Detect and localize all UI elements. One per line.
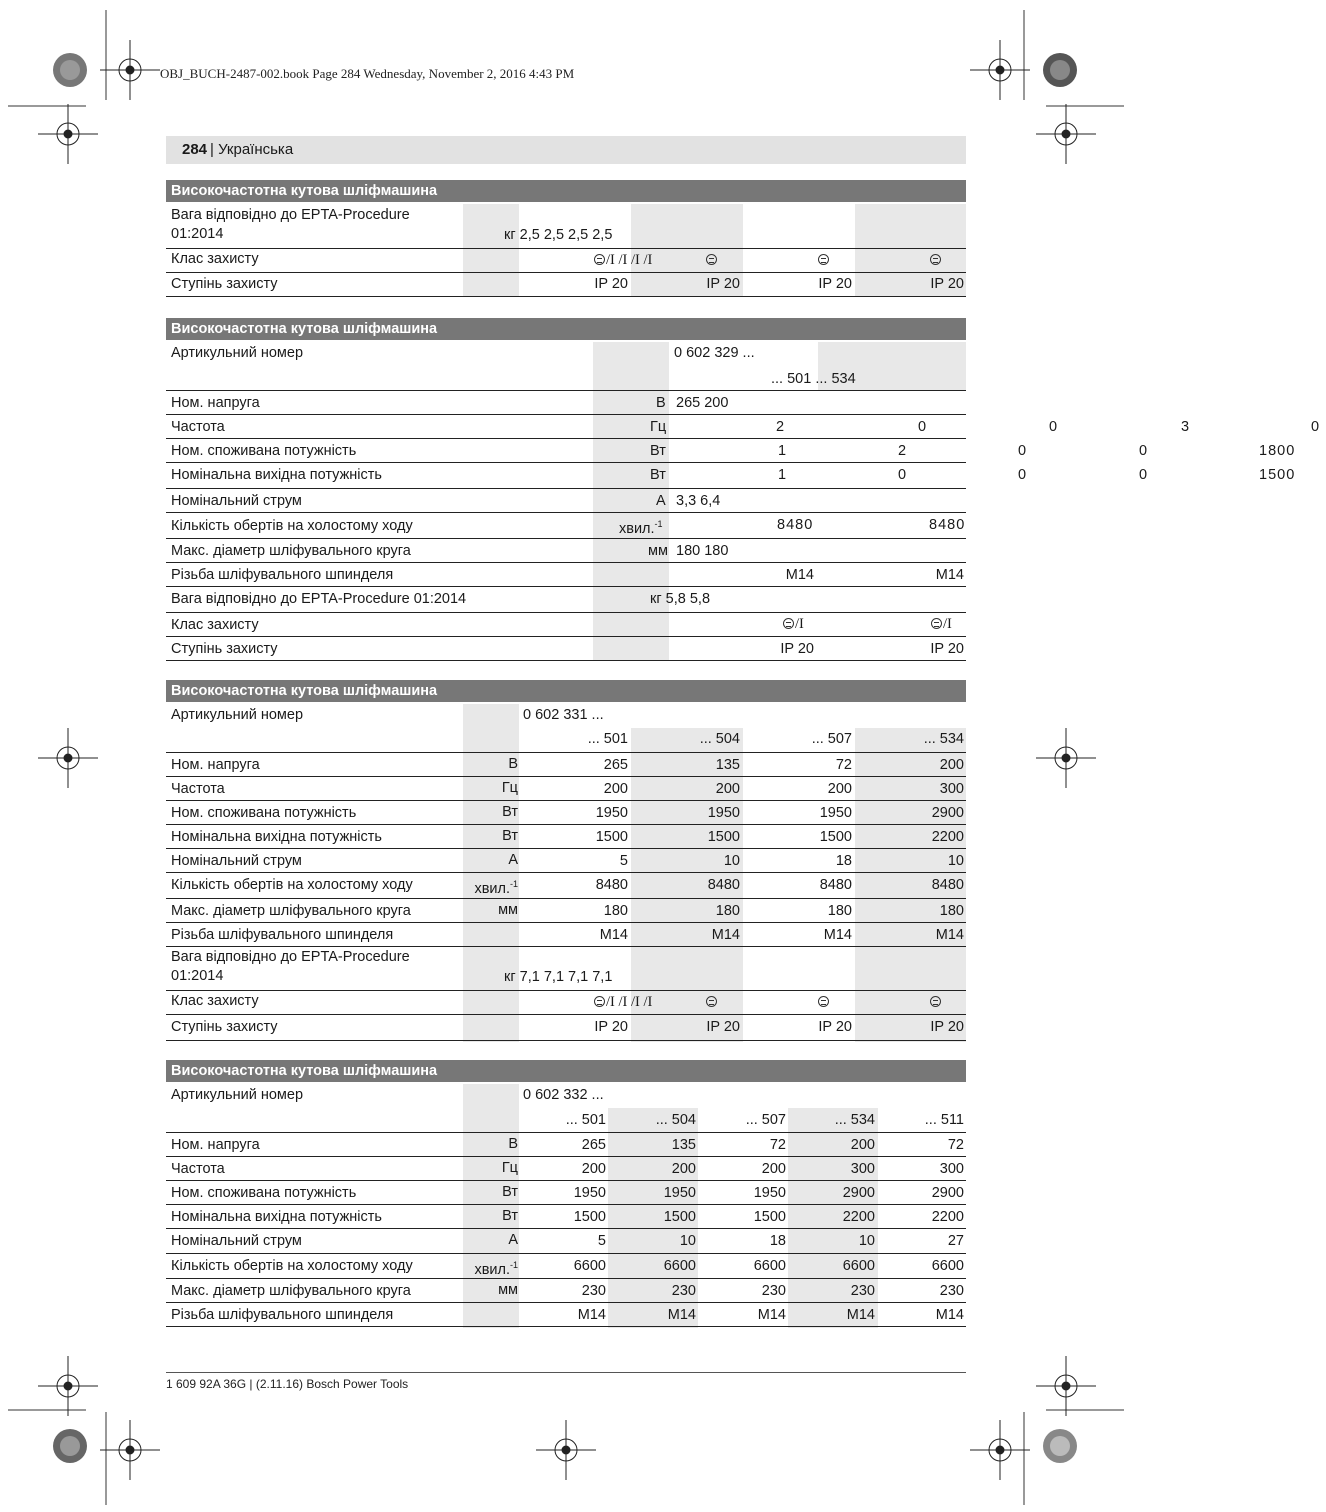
value-cell: 180 xyxy=(715,903,740,919)
value-cell: 5 xyxy=(597,1233,606,1249)
weight-row xyxy=(166,204,966,249)
value-cell: 1950 xyxy=(595,805,628,821)
ground-icon xyxy=(594,996,605,1007)
ground-icon xyxy=(706,996,717,1007)
value-cell: 230 xyxy=(671,1283,696,1299)
article-row xyxy=(166,704,966,728)
frequency-row xyxy=(166,414,966,439)
value-cell: 180 180 xyxy=(676,543,729,559)
article-row xyxy=(166,1084,966,1108)
unit: Вт xyxy=(502,804,518,820)
row-label: Клас захисту xyxy=(171,251,259,267)
value-cell: 1950 xyxy=(753,1185,786,1201)
row-label: Різьба шліфувального шпинделя xyxy=(171,1307,394,1323)
variant: ... 501 xyxy=(587,731,628,747)
speed-row xyxy=(166,512,966,539)
stray-value: 0 xyxy=(898,467,907,483)
value-cell: 1950 xyxy=(663,1185,696,1201)
unit: хвил.$^{-1}$ xyxy=(474,879,518,897)
voltage-row xyxy=(166,390,966,415)
voltage-row xyxy=(166,752,966,777)
weight-cell: кг 5,8 5,8 xyxy=(650,591,711,607)
unit: мм xyxy=(648,543,668,559)
row-label: Різьба шліфувального шпинделя xyxy=(171,927,394,943)
value-cell: 72 xyxy=(947,1137,964,1153)
color-rosette-icon xyxy=(1042,1428,1078,1464)
variant-row xyxy=(166,366,966,391)
crosshair-icon xyxy=(38,1356,98,1416)
row-label: Номінальна вихідна потужність xyxy=(171,1209,382,1225)
value-cell: 8480 xyxy=(819,877,852,893)
value-cell: 180 xyxy=(603,903,628,919)
degree-cell: IP 20 xyxy=(818,276,852,292)
value-cell: M14 xyxy=(823,927,852,943)
value-cell: 230 xyxy=(581,1283,606,1299)
weight-cell: кг 7,1 7,1 7,1 7,1 xyxy=(504,969,613,985)
value-cell: 10 xyxy=(679,1233,696,1249)
row-label: Номінальна вихідна потужність xyxy=(171,829,382,845)
current-row xyxy=(166,488,966,513)
ground-icon xyxy=(818,996,829,1007)
unit: Вт xyxy=(650,467,666,483)
color-rosette-icon xyxy=(52,1428,88,1464)
row-label: Номінальна вихідна потужність xyxy=(171,467,382,483)
row-label: Ном. споживана потужність xyxy=(171,1185,357,1201)
row-label: Вага відповідно до EPTA-Procedure 01:2014 xyxy=(171,591,467,607)
section-title: Високочастотна кутова шліфмашина xyxy=(166,180,966,202)
power-out-row xyxy=(166,462,966,489)
degree-row xyxy=(166,272,966,297)
value-cell: 2900 xyxy=(931,1185,964,1201)
weight-row xyxy=(166,586,966,613)
value-cell: 300 xyxy=(850,1161,875,1177)
ground-icon xyxy=(930,996,941,1007)
variant: ... 511 xyxy=(924,1112,964,1128)
class-cell xyxy=(930,251,942,270)
unit: Вт xyxy=(650,443,666,459)
section-title: Високочастотна кутова шліфмашина xyxy=(166,1060,966,1082)
value-cell: 10 xyxy=(947,853,964,869)
print-slug: OBJ_BUCH-2487-002.book Page 284 Wednesday, November 2, 2016 4:43 PM xyxy=(160,66,575,81)
variant: ... 501 xyxy=(565,1112,606,1128)
variant: ... 507 xyxy=(745,1112,786,1128)
row-label: Ном. напруга xyxy=(171,395,260,411)
article-number: 0 602 331 ... xyxy=(523,707,604,723)
footer: 1 609 92A 36G | (2.11.16) Bosch Power Tools xyxy=(166,1377,409,1391)
degree-cell: IP 20 xyxy=(818,1019,852,1035)
value-cell: 265 xyxy=(581,1137,606,1153)
degree-row xyxy=(166,636,966,661)
frequency-row xyxy=(166,1156,966,1181)
value-cell: 230 xyxy=(850,1283,875,1299)
row-label: Ном. споживана потужність xyxy=(171,443,357,459)
thread-row xyxy=(166,562,966,587)
value-cell: 200 xyxy=(827,781,852,797)
value-cell: 230 xyxy=(939,1283,964,1299)
value-cell: 8480 xyxy=(707,877,740,893)
crosshair-icon xyxy=(1036,1356,1096,1416)
disc-row xyxy=(166,538,966,563)
value-cell: 8480 xyxy=(929,517,966,533)
disc-row xyxy=(166,898,966,923)
row-label: Частота xyxy=(171,419,225,435)
unit: хвил.$^{-1}$ xyxy=(474,1260,518,1278)
value-cell: 200 xyxy=(581,1161,606,1177)
value-cell: 6600 xyxy=(842,1258,875,1274)
value-cell: 8480 xyxy=(931,877,964,893)
row-label: Ном. напруга xyxy=(171,757,260,773)
value-cell: 180 xyxy=(827,903,852,919)
class-row xyxy=(166,612,966,637)
value-cell: M14 xyxy=(785,567,814,583)
unit: Гц xyxy=(650,419,667,435)
stray-value: 1800 xyxy=(1259,443,1296,459)
crosshair-icon xyxy=(536,1420,596,1480)
row-label: Макс. діаметр шліфувального круга xyxy=(171,543,411,559)
value-cell: 1500 xyxy=(573,1209,606,1225)
class-cell xyxy=(706,251,718,270)
unit: Гц xyxy=(501,1160,518,1176)
stray-value: 0 xyxy=(1049,419,1058,435)
stray-value: 1 xyxy=(778,467,787,483)
row-label: Кількість обертів на холостому ходу xyxy=(171,518,413,534)
frequency-row xyxy=(166,776,966,801)
value-cell: 1950 xyxy=(707,805,740,821)
current-row xyxy=(166,848,966,873)
row-label: Ступінь захисту xyxy=(171,1019,278,1035)
degree-cell: IP 20 xyxy=(930,641,964,657)
stray-value: 2 xyxy=(898,443,907,459)
row-label: Вага відповідно до EPTA-Procedure 01:2014 xyxy=(171,207,410,242)
class-cell xyxy=(818,251,830,270)
weight-cell: кг 2,5 2,5 2,5 2,5 xyxy=(504,227,613,243)
row-label: Клас захисту xyxy=(171,993,259,1009)
row-label: Частота xyxy=(171,1161,225,1177)
value-cell: 265 xyxy=(603,757,628,773)
unit: А xyxy=(656,493,666,509)
value-cell: 8480 xyxy=(595,877,628,893)
power-out-row xyxy=(166,824,966,849)
value-cell: M14 xyxy=(935,567,964,583)
ground-icon xyxy=(783,618,794,629)
stray-value: 0 xyxy=(1018,467,1027,483)
value-cell: 200 xyxy=(761,1161,786,1177)
row-label: Кількість обертів на холостому ходу xyxy=(171,1258,413,1274)
value-cell: 6600 xyxy=(573,1258,606,1274)
row-label: Різьба шліфувального шпинделя xyxy=(171,567,394,583)
row-label: Частота xyxy=(171,781,225,797)
value-cell: 6600 xyxy=(663,1258,696,1274)
value-cell: 72 xyxy=(835,757,852,773)
row-label: Макс. діаметр шліфувального круга xyxy=(171,903,411,919)
article-row xyxy=(166,342,966,366)
current-row xyxy=(166,1228,966,1254)
page-number: 284 xyxy=(182,141,208,158)
speed-row xyxy=(166,1253,966,1279)
value-cell: 1500 xyxy=(819,829,852,845)
unit: Вт xyxy=(502,1184,518,1200)
ground-icon xyxy=(706,254,717,265)
unit: Вт xyxy=(502,828,518,844)
row-label: Макс. діаметр шліфувального круга xyxy=(171,1283,411,1299)
degree-cell: IP 20 xyxy=(594,276,628,292)
row-label: Ступінь захисту xyxy=(171,276,278,292)
stray-value: 0 xyxy=(1139,467,1148,483)
crosshair-icon xyxy=(100,1420,160,1480)
crosshair-icon xyxy=(970,1420,1030,1480)
row-label: Ном. напруга xyxy=(171,1137,260,1153)
color-rosette-icon xyxy=(1042,52,1078,88)
unit: Вт xyxy=(502,1208,518,1224)
stray-value: 0 xyxy=(918,419,927,435)
value-cell: 1500 xyxy=(753,1209,786,1225)
disc-row xyxy=(166,1278,966,1303)
variant: ... 507 xyxy=(811,731,852,747)
class-cell xyxy=(706,993,718,1012)
ground-icon xyxy=(931,618,942,629)
value-cell: 2900 xyxy=(842,1185,875,1201)
page-header xyxy=(166,136,966,164)
power-in-row xyxy=(166,438,966,463)
value-cell: 135 xyxy=(715,757,740,773)
value-cell: 6600 xyxy=(753,1258,786,1274)
row-label: Кількість обертів на холостому ходу xyxy=(171,877,413,893)
value-cell: 135 xyxy=(671,1137,696,1153)
degree-cell: IP 20 xyxy=(930,276,964,292)
variant: ... 504 xyxy=(699,731,740,747)
row-label: Номінальний струм xyxy=(171,853,302,869)
stray-value: 0 xyxy=(1018,443,1027,459)
row-label: Артикульний номер xyxy=(171,707,304,723)
value-cell: 1950 xyxy=(819,805,852,821)
page-language: | Українська xyxy=(210,141,294,158)
row-label: Артикульний номер xyxy=(171,345,304,361)
unit: Гц xyxy=(501,780,518,796)
ground-icon xyxy=(818,254,829,265)
row-label: Номінальний струм xyxy=(171,493,302,509)
voltage-row xyxy=(166,1132,966,1157)
section-title: Високочастотна кутова шліфмашина xyxy=(166,680,966,702)
crosshair-icon xyxy=(970,40,1030,100)
value-cell: 300 xyxy=(939,1161,964,1177)
value-cell: 2200 xyxy=(931,1209,964,1225)
value-cell: 1500 xyxy=(707,829,740,845)
value-cell: 200 xyxy=(850,1137,875,1153)
value-cell: 300 xyxy=(939,781,964,797)
variant-range: ... 501 ... 534 xyxy=(771,371,856,387)
value-cell: 27 xyxy=(947,1233,964,1249)
degree-cell: IP 20 xyxy=(930,1019,964,1035)
unit: А xyxy=(508,852,518,868)
class-cell xyxy=(818,993,830,1012)
degree-cell: IP 20 xyxy=(594,1019,628,1035)
value-cell: M14 xyxy=(577,1307,606,1323)
unit: А xyxy=(508,1232,518,1248)
value-cell: 5 xyxy=(619,853,628,869)
value-cell: 1500 xyxy=(663,1209,696,1225)
row-label: Вага відповідно до EPTA-Procedure 01:2014 xyxy=(171,949,410,984)
stray-value: 1 xyxy=(778,443,787,459)
variant-row xyxy=(166,728,966,753)
value-cell: 2200 xyxy=(931,829,964,845)
stray-value: 3 xyxy=(1181,419,1190,435)
row-label: Артикульний номер xyxy=(171,1087,304,1103)
value-cell: 72 xyxy=(769,1137,786,1153)
unit: мм xyxy=(498,902,518,918)
degree-cell: IP 20 xyxy=(706,1019,740,1035)
class-cell: /I /I /I /I xyxy=(594,251,652,270)
value-cell: 265 200 xyxy=(676,395,729,411)
unit: В xyxy=(508,1136,518,1152)
value-cell: M14 xyxy=(667,1307,696,1323)
power-in-row xyxy=(166,800,966,825)
ground-icon xyxy=(594,254,605,265)
stray-value: 0 xyxy=(1311,419,1320,435)
value-cell: 10 xyxy=(858,1233,875,1249)
section-title: Високочастотна кутова шліфмашина xyxy=(166,318,966,340)
value-cell: M14 xyxy=(599,927,628,943)
thread-row xyxy=(166,1302,966,1327)
value-cell: 180 xyxy=(939,903,964,919)
row-label: Номінальний струм xyxy=(171,1233,302,1249)
ground-icon xyxy=(930,254,941,265)
power-out-row xyxy=(166,1204,966,1229)
value-cell: 6600 xyxy=(931,1258,964,1274)
article-number: 0 602 329 ... xyxy=(674,345,755,361)
unit: В xyxy=(656,395,666,411)
value-cell: 8480 xyxy=(777,517,814,533)
value-cell: M14 xyxy=(846,1307,875,1323)
value-cell: 1950 xyxy=(573,1185,606,1201)
value-cell: 200 xyxy=(939,757,964,773)
crosshair-icon xyxy=(1036,728,1096,788)
variant: ... 534 xyxy=(834,1112,875,1128)
value-cell: M14 xyxy=(935,1307,964,1323)
degree-row xyxy=(166,1014,966,1041)
class-cell: /I xyxy=(931,615,952,634)
value-cell: 18 xyxy=(835,853,852,869)
stray-value: 0 xyxy=(1139,443,1148,459)
unit: В xyxy=(508,756,518,772)
degree-cell: IP 20 xyxy=(706,276,740,292)
value-cell: 200 xyxy=(715,781,740,797)
stray-value: 2 xyxy=(776,419,785,435)
thread-row xyxy=(166,922,966,947)
class-cell: /I /I /I /I xyxy=(594,993,652,1012)
class-row xyxy=(166,248,966,273)
weight-row xyxy=(166,946,966,991)
variant: ... 534 xyxy=(923,731,964,747)
value-cell: 200 xyxy=(671,1161,696,1177)
crosshair-icon xyxy=(38,104,98,164)
value-cell: 1500 xyxy=(595,829,628,845)
class-row xyxy=(166,990,966,1015)
class-cell: /I xyxy=(783,615,804,634)
crosshair-icon xyxy=(1036,104,1096,164)
value-cell: M14 xyxy=(757,1307,786,1323)
value-cell: 3,3 6,4 xyxy=(676,493,721,509)
variant: ... 504 xyxy=(655,1112,696,1128)
value-cell: 2200 xyxy=(842,1209,875,1225)
value-cell: M14 xyxy=(935,927,964,943)
speed-row xyxy=(166,872,966,899)
crosshair-icon xyxy=(38,728,98,788)
degree-cell: IP 20 xyxy=(780,641,814,657)
row-label: Ступінь захисту xyxy=(171,641,278,657)
value-cell: 230 xyxy=(761,1283,786,1299)
value-cell: 10 xyxy=(723,853,740,869)
value-cell: 2900 xyxy=(931,805,964,821)
variant-row xyxy=(166,1108,966,1133)
value-cell: M14 xyxy=(711,927,740,943)
unit: мм xyxy=(498,1282,518,1298)
row-label: Клас захисту xyxy=(171,617,259,633)
article-number: 0 602 332 ... xyxy=(523,1087,604,1103)
class-cell xyxy=(930,993,942,1012)
color-rosette-icon xyxy=(52,52,88,88)
power-in-row xyxy=(166,1180,966,1205)
stray-value: 1500 xyxy=(1259,467,1296,483)
value-cell: 200 xyxy=(603,781,628,797)
unit: хвил.$^{-1}$ xyxy=(619,519,663,537)
value-cell: 18 xyxy=(769,1233,786,1249)
crosshair-icon xyxy=(100,40,160,100)
footer-rule xyxy=(166,1372,966,1373)
row-label: Ном. споживана потужність xyxy=(171,805,357,821)
